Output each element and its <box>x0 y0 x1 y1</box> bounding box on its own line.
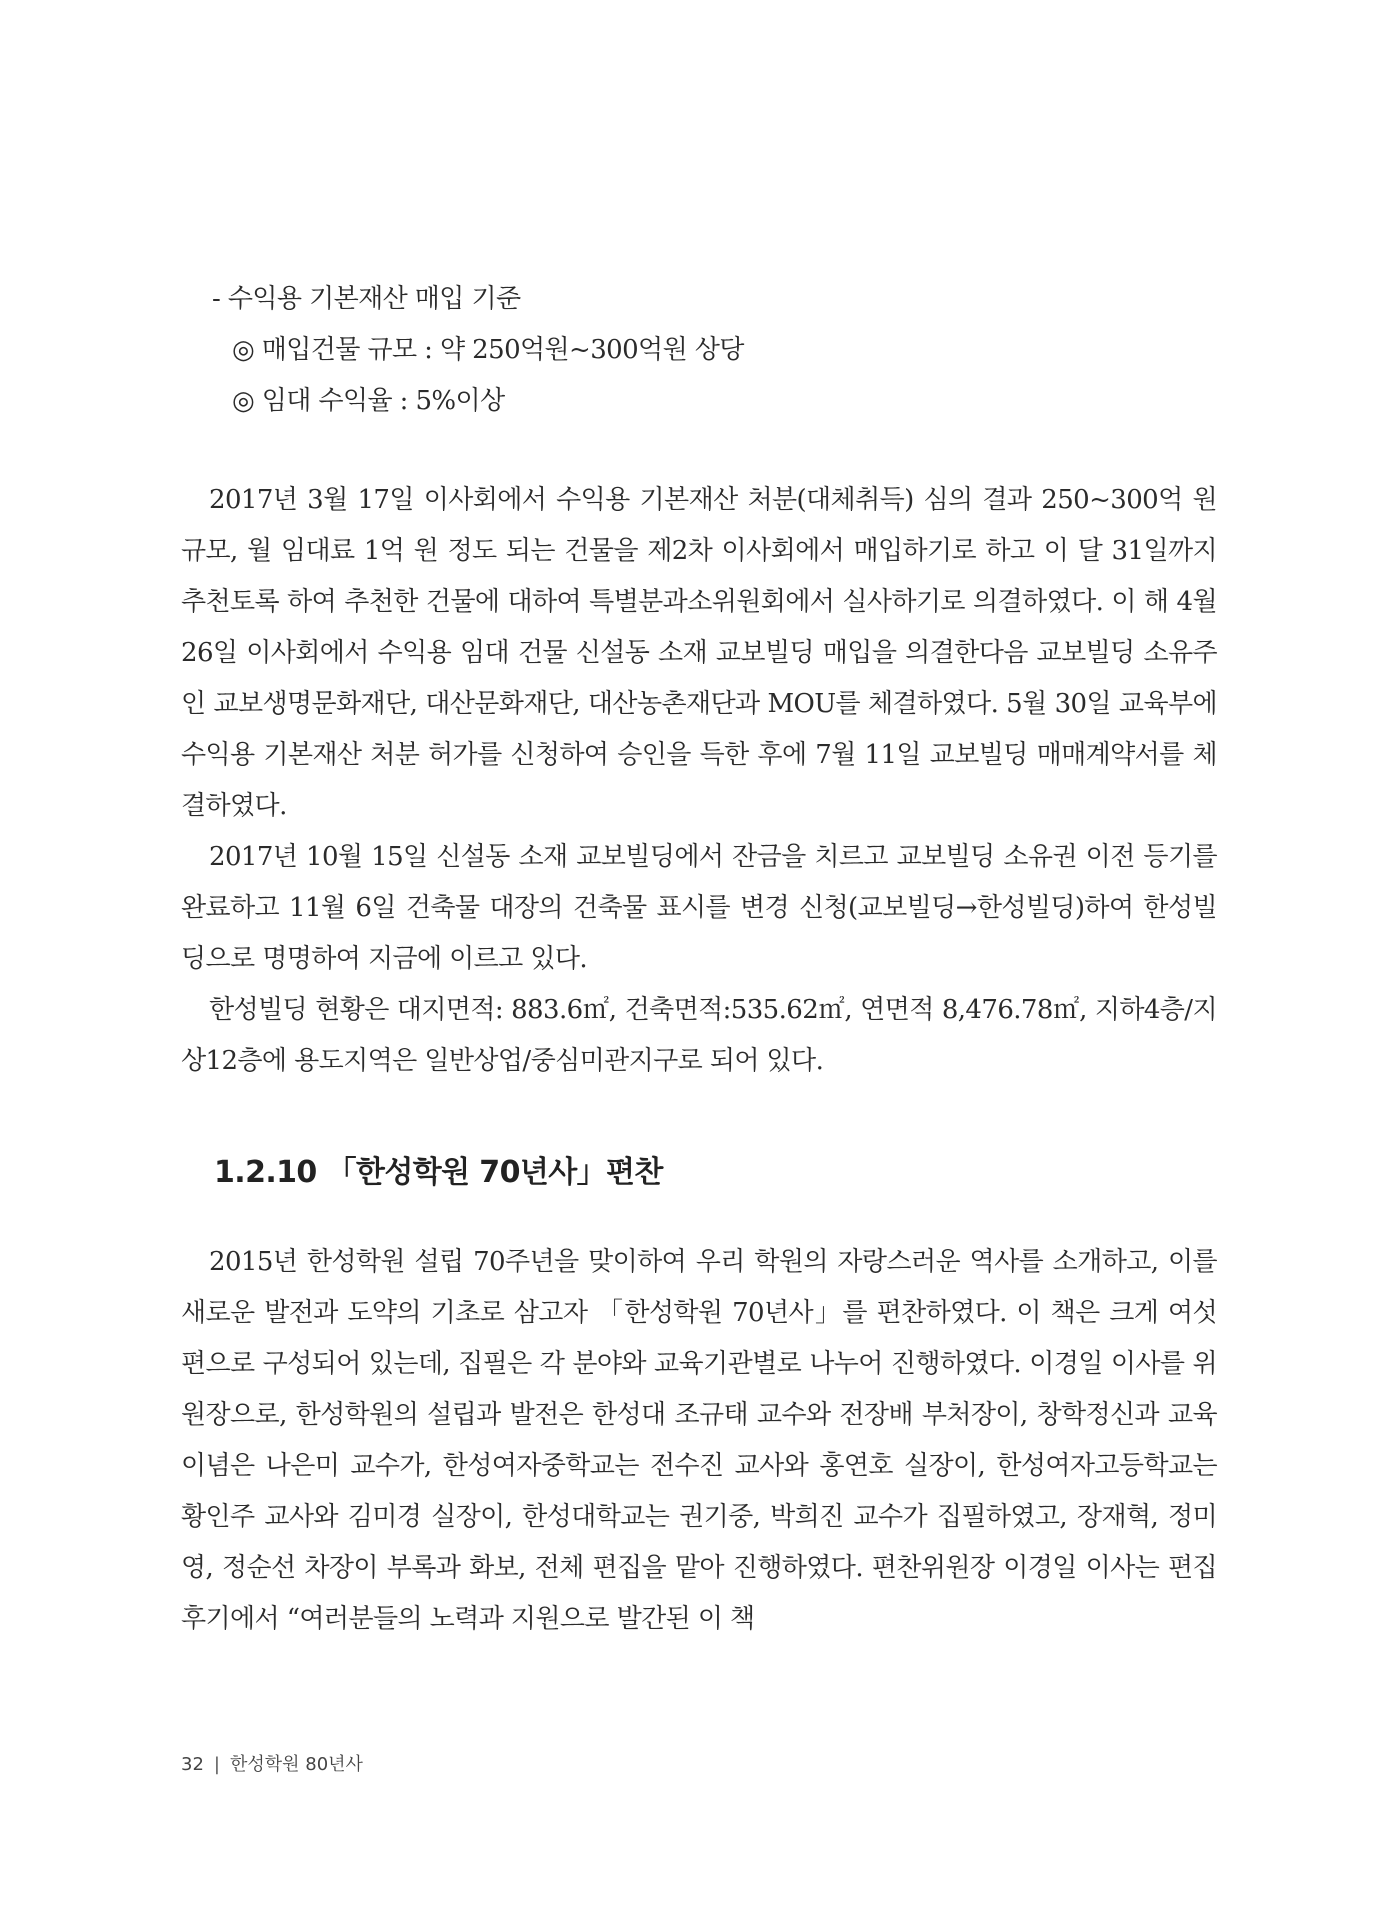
building-acquisition-section <box>181 475 1217 1087</box>
paragraph: 2017년 10월 15일 신설동 소재 교보빌딩에서 잔금을 치르고 교보빌딩 소유권 이전 등기를 완료하고 11월 6일 건축물 대장의 건축물 표시를 변경 신청(교보빌딩→한성빌딩)하여 한성빌딩으로 명명하여 지금에 이르고 있다. <box>181 842 1217 974</box>
page-number: 32 <box>181 1754 204 1775</box>
section-heading: 1.2.10 「한성학원 70년사」편찬 <box>214 1155 663 1190</box>
paragraph: 2015년 한성학원 설립 70주년을 맞이하여 우리 학원의 자랑스러운 역사를 소개하고, 이를 새로운 발전과 도약의 기초로 삼고자 「한성학원 70년사」를 편찬하였다. 이 책은 크게 여섯 편으로 구성되어 있는데, 집필은 각 분야와 교육기관별로 나누어 진행하였다. 이경일 이사를 위원장으로, 한성학원의 설립과 발전은 한성대 조규태 교수와 전장배 부처장이, 창학정신과 교육이념은 나은미 교수가, 한성여자중학교는 전수진 교사와 홍연호 실장이, 한성여자고등학교는 황인주 교사와 김미경 실장이, 한성대학교는 권기중, 박희진 교수가 집필하였고, 장재혁, 정미영, 정순선 차장이 부록과 화보, 전체 편집을 맡아 진행하였다. 편찬위원장 이경일 이사는 편집후기에서 “여러분들의 노력과 지원으로 발간된 이 책 <box>181 1247 1217 1634</box>
history-compilation-section <box>181 1237 1217 1645</box>
purchase-criteria-list <box>212 274 1212 427</box>
paragraph: 한성빌딩 현황은 대지면적: 883.6㎡, 건축면적:535.62㎡, 연면적 8,476.78㎡, 지하4층/지상12층에 용도지역은 일반상업/중심미관지구로 되어 있다. <box>181 995 1217 1076</box>
footer-separator: | <box>213 1754 220 1775</box>
list-title: - 수익용 기본재산 매입 기준 <box>212 284 521 314</box>
book-title: 한성학원 80년사 <box>229 1754 363 1775</box>
page-footer <box>181 1750 363 1776</box>
list-item-building-scale: ◎ 매입건물 규모 : 약 250억원~300억원 상당 <box>232 335 744 365</box>
paragraph: 2017년 3월 17일 이사회에서 수익용 기본재산 처분(대체취득) 심의 결과 250~300억 원 규모, 월 임대료 1억 원 정도 되는 건물을 제2차 이사회에서 매입하기로 하고 이 달 31일까지 추천토록 하여 추천한 건물에 대하여 특별분과소위원회에서 실사하기로 의결하였다. 이 해 4월 26일 이사회에서 수익용 임대 건물 신설동 소재 교보빌딩 매입을 의결한다음 교보빌딩 소유주인 교보생명문화재단, 대산문화재단, 대산농촌재단과 MOU를 체결하였다. 5월 30일 교육부에 수익용 기본재산 처분 허가를 신청하여 승인을 득한 후에 7월 11일 교보빌딩 매매계약서를 체결하였다. <box>181 485 1217 821</box>
list-item-rental-yield: ◎ 임대 수익율 : 5%이상 <box>232 386 505 416</box>
